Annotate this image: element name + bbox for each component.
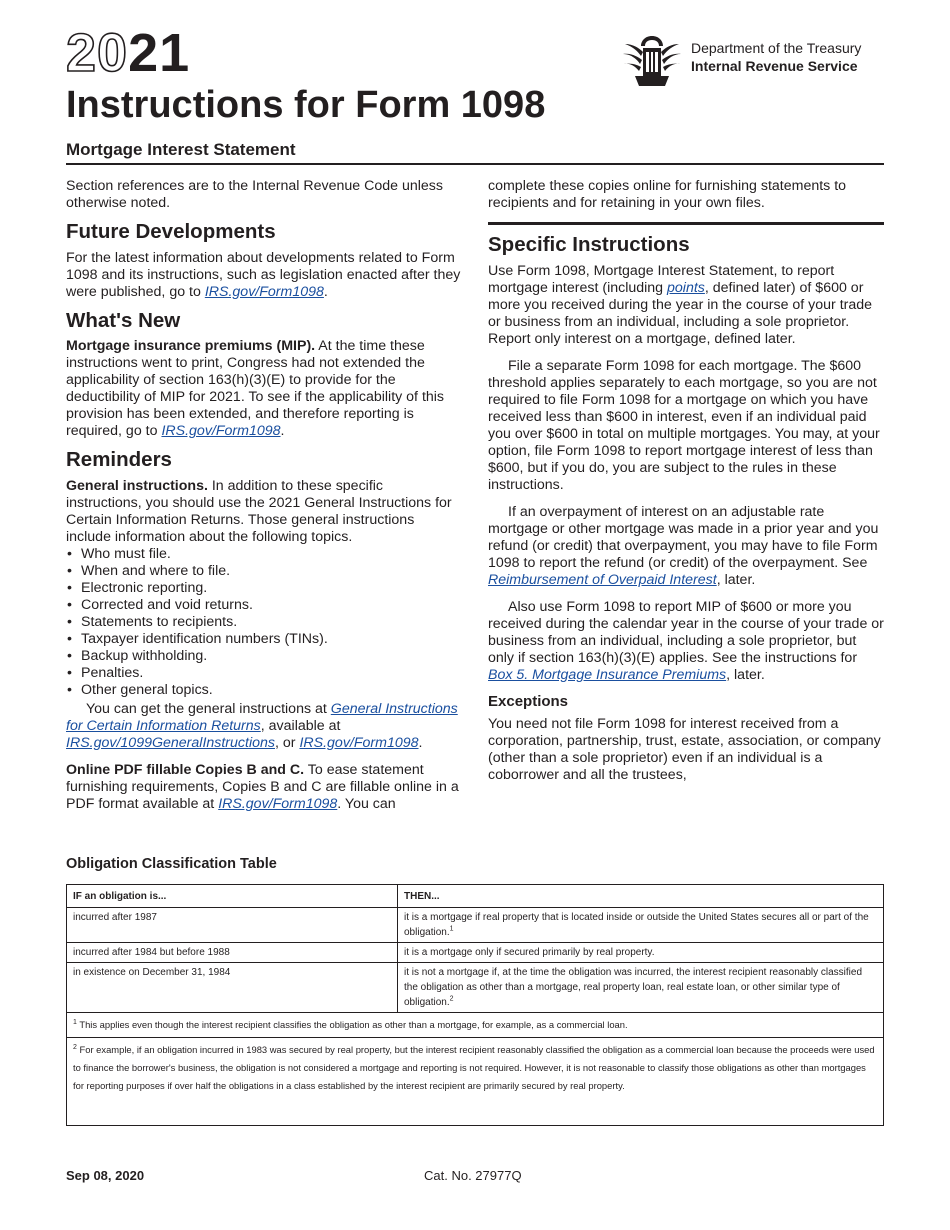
agency-name — [691, 39, 861, 75]
table-row — [67, 943, 883, 963]
agency-label: Internal Revenue Service — [691, 58, 858, 74]
box5-link[interactable]: Box 5. Mortgage Insurance Premiums — [488, 666, 727, 683]
left-column — [66, 178, 462, 823]
list-item: • Taxpayer identification numbers (TINs). — [66, 631, 462, 648]
general-instructions-paragraph: General instructions. In addition to these specific instructions, you should use the 2021 General Instructions for Certain Information Returns. Those general instructions include information about the following topics. — [66, 477, 452, 545]
general-instructions-link[interactable]: General Instructions for Certain Information Returns — [66, 700, 458, 734]
department-label: Department of the Treasury — [691, 40, 862, 56]
get-instructions-paragraph: You can get the general instructions at General Instructions for Certain Information Returns, available at IRS.gov/1099GeneralInstructions, or IRS.gov/Form1098. — [66, 700, 458, 751]
table-cell-then: it is a mortgage only if secured primarily by real property. — [398, 943, 884, 963]
footnote-1: $^1$ This applies even though the interest recipient classifies the obligation as other than a mortgage, for example, as a commercial loan. — [73, 1018, 628, 1030]
irs-eagle-logo-icon — [621, 32, 683, 88]
overpaid-interest-link[interactable]: Reimbursement of Overpaid Interest — [488, 571, 717, 588]
whats-new-heading: What's New — [66, 308, 181, 332]
table-cell-if: incurred after 1987 — [67, 908, 398, 943]
table-row — [67, 963, 883, 1013]
exceptions-text: You need not file Form 1098 for interest received from a corporation, partnership, trust, estate, association, or company (other than a sole proprietor) even if an individual is a coborrower and all the trustees, — [488, 716, 881, 783]
obligation-classification-table — [66, 884, 884, 1126]
list-item: • Corrected and void returns. — [66, 597, 462, 614]
mip-paragraph: Mortgage insurance premiums (MIP). At the time these instructions went to print, Congress had not extended the applicability of section 163(h)(3)(E) to provide for the deductibility of MIP for 2021. To see if the applicability of this provision has been extended, and therefore reporting is required, go to IRS.gov/Form1098. — [66, 338, 445, 439]
future-developments-heading: Future Developments — [66, 220, 276, 243]
table-row — [67, 908, 883, 943]
form1098-link[interactable]: IRS.gov/Form1098 — [299, 734, 419, 751]
table-cell-then: it is not a mortgage if, at the time the obligation was incurred, the interest recipient reasonably classified the obligation as other than a mortgage, real property loan, real estate loan, or other similar type of obligation.$^2$ — [398, 963, 884, 1013]
table-cell-then: it is a mortgage if real property that is located inside or outside the United States secures all or part of the obligation.$^1$ — [398, 908, 884, 943]
list-item: • Penalties. — [66, 665, 462, 682]
list-item: • Backup withholding. — [66, 648, 462, 665]
table-cell-if: incurred after 1984 but before 1988 — [67, 943, 398, 963]
page-subtitle: Mortgage Interest Statement — [66, 140, 296, 159]
specific-paragraph-1: Use Form 1098, Mortgage Interest Statement, to report mortgage interest (including points, defined later) of $600 or more you received during the year in the course of your trade or business from an individual, including a sole proprietor. Report only interest on a mortgage, defined later. — [488, 262, 873, 347]
list-item: • Statements to recipients. — [66, 614, 462, 631]
intro-text: Section references are to the Internal Revenue Code unless otherwise noted. — [66, 178, 443, 211]
column-header-then: THEN... — [398, 885, 884, 908]
catalog-number: Cat. No. 27977Q — [424, 1168, 522, 1183]
page-title: Instructions for Form 1098 — [66, 84, 546, 126]
specific-paragraph-4: Also use Form 1098 to report MIP of $600 or more you received during the calendar year in the course of your trade or business from an individual, including a sole proprietor, but only if section 163(h)(3)(E) applies. See the instructions for Box 5. Mortgage Insurance Premiums, later. — [488, 598, 884, 683]
exceptions-heading: Exceptions — [488, 692, 569, 710]
pdf-fillable-paragraph: Online PDF fillable Copies B and C. To ease statement furnishing requirements, Copies B and C are fillable online in a PDF format available at IRS.gov/Form1098. You can — [66, 761, 459, 812]
points-link[interactable]: points — [667, 279, 705, 296]
specific-paragraph-3: If an overpayment of interest on an adjustable rate mortgage or other mortgage was made in a prior year and you refund (or credit) that overpayment, you may have to file Form 1098 to report the refund (or credit) of the overpayment. See Reimbursement of Overpaid Interest, later. — [488, 503, 879, 588]
table-cell-if: in existence on December 31, 1984 — [67, 963, 398, 1013]
list-item: • Electronic reporting. — [66, 580, 462, 597]
mip-link[interactable]: IRS.gov/Form1098 — [161, 423, 281, 439]
topics-list — [66, 546, 462, 699]
reminders-heading: Reminders — [66, 448, 172, 471]
table-header-row — [67, 885, 883, 908]
general-instructions-url-link[interactable]: IRS.gov/1099GeneralInstructions — [66, 734, 275, 751]
section-divider — [488, 222, 884, 225]
pdf-link[interactable]: IRS.gov/Form1098 — [218, 795, 338, 812]
header-divider — [66, 163, 884, 165]
future-link[interactable]: IRS.gov/Form1098 — [204, 283, 324, 300]
future-developments-text: For the latest information about developments related to Form 1098 and its instructions, such as legislation enacted after they were published, go to IRS.gov/Form1098. — [66, 249, 461, 300]
right-column — [488, 178, 884, 794]
revision-date: Sep 08, 2020 — [66, 1168, 145, 1183]
column-header-if: IF an obligation is... — [67, 885, 398, 908]
list-item: • Other general topics. — [66, 682, 462, 699]
continuation-text: complete these copies online for furnishing statements to recipients and for retaining in your own files. — [488, 178, 847, 211]
footnote-2: $^2$ For example, if an obligation incurred in 1983 was secured by real property, but the interest recipient reasonably classified the obligation as a commercial loan because the proceeds were used to finance the borrower's business, the obligation is not considered a mortgage and reporting is not required. However, it is not reasonable to classify those obligations as other than mortgages for reporting purposes if over half the obligations in a class established by the interest recipient are primarily secured by real property. — [67, 1037, 883, 1098]
table-title: Obligation Classification Table — [66, 856, 277, 872]
specific-paragraph-2: File a separate Form 1098 for each mortgage. The $600 threshold applies separately to each mortgage, so you are not required to file Form 1098 for a mortgage on which you have received less than $600 in interest, even if an individual paid you over $600 in total on multiple mortgages. You may, at your option, file Form 1098 to report mortgage interest of less than $600, but if you do, you are subject to the rules in these instructions. — [488, 357, 880, 493]
list-item: • When and where to file. — [66, 563, 462, 580]
list-item: • Who must file. — [66, 546, 462, 563]
form-year: 2021 — [66, 23, 191, 83]
specific-instructions-heading: Specific Instructions — [488, 233, 690, 256]
